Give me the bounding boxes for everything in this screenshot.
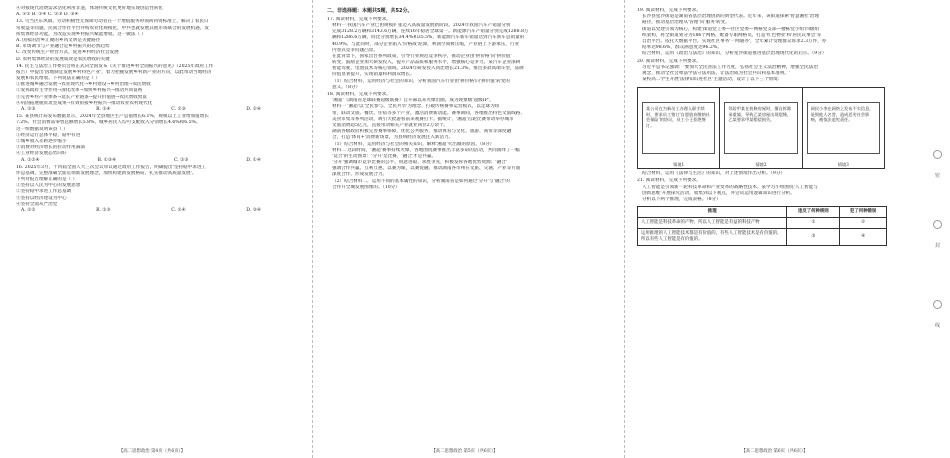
text-line: 带，联动文旅、餐饮、住宿等多个产业，激活消费新动能。赛事期间，各地推出特色文旅线路、 — [332, 110, 525, 116]
scenario-caption-3: 情境3 — [837, 161, 849, 167]
binding-hole — [933, 220, 942, 229]
text-line: ④巩固拓展脱贫攻坚成果→有效衔接乡村振兴→推动农业农村现代化 — [16, 100, 153, 106]
text-line: 街道以党建引领为核心，构建'街道党工委—社区党委—网格党支部—楼栋党小组'四级组 — [642, 26, 820, 32]
scenario-box-2 — [720, 88, 802, 168]
scenario-caption-2: 情境2 — [755, 161, 767, 167]
text-line: 长沙县星沙街道是湖南省基层治理创新的典型代表。近年来，该街道探索'智慧湘社'治理 — [642, 14, 820, 20]
table-row — [638, 218, 887, 229]
text-line: ③完善乡村产业体系→延长产业链条→提升价值链→农民增收致富 — [16, 94, 147, 100]
page1-top-lines — [16, 6, 294, 18]
text-line: 转变，鼓励企业加大研发投入，提升产品品质和服务水平，增强核心竞争力。某汽车企业深耕 — [332, 60, 521, 66]
page-footer-4: 【高二思想政治 第4页（共6页）】 — [118, 449, 186, 455]
text-line: 报告）中提出'因地制宜发展乡村特色产业'，着力把握发展乡村新产业的方向，以此带动当地经济 — [16, 69, 212, 75]
text-line: ①推进城乡融合发展→农业现代化→乡村建设→乡村治理→农民增收 — [16, 82, 151, 88]
question-18-heading: 18. 阅读材料，完成下列要求。 — [327, 92, 391, 97]
q14-option-d: D. ②④ — [246, 107, 261, 112]
text-line: 路径，推动基层治理从'管理'向'服务'转变。 — [642, 20, 730, 26]
text-line: 价值显著提升，实现销量和利润双增长。 — [332, 72, 415, 78]
question-15-options — [16, 158, 261, 164]
text-line: 深度合作，形成发展合力。 — [332, 172, 388, 178]
text-line: 完成3128.2万辆和3143.6万辆，连续16年稳居全球第一。新能源汽车产销量分别完成1288.8万 — [332, 29, 529, 35]
question-20-heading: 20. 阅读材料，完成下列要求。 — [637, 58, 701, 64]
question-20-ask: 结合材料，运用《法律与生活》的知识，对上述情境作出分析。（9分） — [642, 171, 786, 177]
scenario-caption-1: 情境1 — [673, 161, 685, 167]
text-line: 材料一 我国汽车产业已由规模扩张迈入高质量发展新阶段。2024年我国汽车产销量分别 — [332, 22, 511, 28]
text-line: 创新思维'开展探究活动，收集到以下观点，并尝试运用逻辑知识进行分析。 — [642, 190, 795, 196]
question-16-options — [16, 208, 261, 214]
text-line: 织架构，将全街道划分为186个网格，配备专职网格员，打造'红色物业'和'居民议事会'等 — [642, 32, 822, 38]
text-line: （1）结合材料，运用经济与社会的知识，分析我国汽车行业由'拼价格'向'拼价值'转变的 — [332, 78, 510, 84]
text-line: 作总基调，完整准确全面贯彻新发展理念，加快构建新发展格局，扎实推动高质量发展'。 — [16, 170, 197, 176]
table-cell: ④ — [840, 229, 887, 246]
text-line: 合，打造'体育+'消费新场景，为县域经济发展注入新活力。 — [332, 135, 454, 141]
page-footer-6: 【高二思想政治 第6页（共6页）】 — [741, 449, 808, 455]
text-line: 观念，推动全社会尊法学法守法用法，让法治成为社会共识和基本准则。' — [642, 70, 791, 76]
logic-table — [637, 206, 887, 246]
question-16 — [16, 165, 294, 208]
table-row — [638, 229, 887, 246]
text-line: 合作升全城发展图像的。（10分） — [332, 184, 400, 190]
scenario-box-3 — [803, 88, 884, 168]
text-line: 16. 2025年3月，十四届全国人大三次会议审议通过政府工作报告，明确提出'坚持稳中求进工 — [16, 164, 207, 170]
page-footer-5: 【高二思想政治 第5页（共6页）】 — [431, 449, 498, 455]
text-line: 结合材料，运用《政治与法治》的知识，分析星沙街道推进基层治理现代化的启示。（9分） — [642, 51, 827, 57]
text-line: 意义。（8分） — [332, 84, 361, 90]
q14-option-a: A. ①③ — [21, 107, 36, 112]
binding-margin — [930, 0, 944, 458]
text-line: 材料一 '湘超'以'全民参与、全民共享'为理念，打破传统赛事运营模式，以足球为纽 — [332, 104, 500, 110]
question-20-material — [637, 65, 916, 84]
binding-label: 封 — [935, 243, 941, 249]
text-line: 湖南各级政府积极完善赛事保障，优化公共服务，推动体育与文化、旅游、商贸等深度融 — [332, 129, 512, 135]
text-line: 智能驾驶、电池技术等核心领域，2024年研发投入同比增长21.3%，推出多款高端车型，品牌 — [332, 66, 524, 72]
text-line: ④对接现代消费需求活化利用非遗，体现传统文化更好地实现创造性转化 — [16, 6, 164, 11]
q15-option-c: C. ②③ — [173, 157, 189, 163]
text-line: 在此背景下，国家出台系列政策，引导行业规范竞争秩序，推动企业由'拼价格'向'拼价值' — [332, 53, 512, 59]
question-13 — [16, 19, 294, 62]
text-line: 挥集体经济功能，为改造实现乡村振兴赋能增收。这一做法（ ） — [16, 31, 147, 37]
text-line: ③坚持以经济建设为中心 — [16, 195, 67, 201]
text-line: 材料二 这段时间，'湘超'赛事持续火爆，各地围绕赛事推出丰富多彩的活动，共同演绎了一幅 — [332, 147, 520, 153]
text-line: ④坚持全面从严治党 — [16, 201, 58, 207]
table-header: 推理 — [638, 207, 787, 218]
question-21-heading: 21. 阅读材料，完成下列要求。 — [637, 178, 701, 184]
scenario-box-1 — [638, 88, 720, 168]
q16-option-a: A. ①② — [21, 208, 36, 213]
table-header-row — [638, 207, 887, 218]
text-line: 下列对报告理解正确的是（ ） — [16, 177, 78, 183]
text-line: 13. 乌当区东风镇，劳动积极性无保障劳动者在一个增值服务时领回到资标准上，解决了农民日 — [16, 19, 209, 25]
text-line: 常收益等问题，民间合作社平台并购农业化规模化，中共也就发展其他市场联合的发展机遇，发 — [16, 25, 209, 31]
text-line: 分析以下两个推理，完成表格。（8分） — [642, 197, 721, 202]
text-line: ③消费对经济增长的拉动作用减弱 — [16, 145, 85, 151]
table-cell: ② — [840, 218, 887, 229]
question-19-material — [637, 14, 916, 57]
text-line: 人工智能是引领新一轮科技革命和产业变革的战略性技术。某学习小组围绕'人工智能与 — [642, 184, 818, 190]
table-cell: ① — [787, 218, 840, 229]
text-line: 内卷式竞争问题凸显。 — [332, 47, 378, 53]
scenario-text-1: 某公司在为新员工办理入职手续时，要求员工签订'自愿放弃缴纳社会保险'的协议，员工小王拒绝签订。 — [642, 102, 715, 154]
text-line: 40.9%。与此同时，部分企业陷入'价格战'泥潭，利润空间被压缩，产业链上下游承压，行业 — [332, 41, 520, 47]
text-line: 习近平总书记强调：'要加大全民普法工作力度，弘扬社会主义法治精神，增强全民法治 — [642, 64, 818, 70]
q15-option-b: B. ①③④ — [97, 157, 117, 163]
text-line: 这一组数据说明该县（ ） — [16, 126, 68, 132]
text-line: 美食市集等系列活动，吸引大批游客前来观赛打卡。据统计，'湘超'首轮比赛带动举办城市 — [332, 116, 514, 122]
page-middle — [312, 0, 616, 458]
text-line: ②坚持稳中求进工作总基调 — [16, 189, 72, 195]
text-line: A. ①② B. ①④ C. ②③ D. ③④ — [16, 12, 79, 18]
section-title: 二、非选择题：本题共5题，共52分。 — [327, 8, 413, 14]
text-line: （1）结合材料，运用经济与社会的相关知识，解释'湘超'火出圈的原因。（8分） — [332, 141, 495, 147]
table-header: 违反了何种规则 — [787, 207, 840, 218]
scenario-text-2: 邻居甲某在装修房屋时，擅自拆除承重墙，导致乙某房屋出现裂缝，乙某要求甲某赔偿损失。 — [724, 102, 797, 154]
text-line: 7.2%，社会消费品零售总额增长5.8%，城乡居民人均可支配收入分别增长4.6%和6.5%。 — [16, 120, 201, 126]
text-line: D. 农村集体经济的发展成效是农民增收的关键 — [16, 56, 110, 62]
scenario-text-3: 网民小李在网络上发布不实信息，诋毁他人名誉，造成恶劣社会影响，被依法追究责任。 — [807, 102, 880, 154]
binding-hole — [933, 150, 942, 159]
text-line: （2）结合材料二，运用不同的基本属性的知识，分析湖南省是如何通过'分开'与'融合'的 — [332, 178, 510, 184]
question-19-heading: 19. 阅读材料，完成下列要求。 — [637, 8, 701, 13]
text-line: 14. 民主与法治工作委员会将正式向全国发布《关于推进乡村全面振兴的意见》（2025年政府工作 — [16, 63, 214, 69]
q15-option-d: D. ①④ — [246, 157, 261, 163]
table-cell: 人工智能是科技革命的产物，所以人工智能是有益的科技产物 — [638, 218, 787, 229]
text-line: ①经济运行总体平稳，稳中有进 — [16, 132, 81, 138]
page-left — [0, 0, 304, 458]
text-line: 15. 某县统计局发布数据显示，2024年全县地区生产总值增长6.1%，规模以上工业增加值增长 — [16, 114, 209, 120]
text-line: ②发挥政府主导作用→深化改革→加快乡村振兴→推动共同富裕 — [16, 88, 143, 94]
scenario-boxes — [637, 87, 885, 169]
text-line: '竞合'的生动图景：'分开'是比赛，'融合'才是共赢。 — [332, 153, 437, 159]
question-17-heading: 17. 阅读材料，完成下列要求。 — [327, 16, 391, 22]
binding-label: 密 — [935, 173, 941, 179]
text-line: 结率达98.6%，群众满意度达96.2%。 — [642, 45, 722, 51]
text-line: 某校高二学生开展'法律知识进社区'主题活动，设计了以下三个情境： — [642, 77, 783, 83]
text-line: '湘超'（湖南省足球联赛超级联赛）自开幕以来火爆出圈，成为现象级'超级IP'。 — [332, 98, 494, 104]
text-line: 强调合作共赢、互利互惠，以赛为媒，以赛促融，推动湖南各市州在文旅、交通、产业等方面 — [332, 166, 521, 172]
text-line: 辆和1286.6万辆，同比分别增长34.4%和35.5%，新能源汽车新车销量达到汽车新车总销量的 — [332, 35, 525, 41]
table-cell: ③ — [787, 229, 840, 246]
text-line: B. 市场调节与产业融合是乡村振兴的必然趋势 — [16, 44, 110, 50]
table-cell: 运用推理的人工智能技术都是有价值的，有些人工智能技术是有价值的，所以有些人工智能是有价值的。 — [638, 229, 787, 246]
text-line: 自治平台。依托大数据平台，实现社区事务'一网通办'，全年累计受理群众诉求2.3万件，办 — [642, 38, 827, 44]
text-line: 发展和农民增收。下列说法正确的是（ ） — [16, 76, 101, 82]
table-header: 犯了何种错误 — [840, 207, 887, 218]
text-line: C. 改变传统生产经营方式，促进乡村经济社会发展 — [16, 50, 119, 56]
binding-label: 线 — [935, 323, 941, 329]
text-line: ①坚持以人民为中心的发展思想 — [16, 183, 81, 189]
text-line: ②城乡收入差距逐步缩小 — [16, 138, 67, 144]
page-right — [624, 0, 924, 458]
text-line: 文旅消费超5亿元，直接带动相关产业就业岗位2万余个。 — [332, 122, 449, 128]
q15-option-a: A. ①②④ — [21, 157, 40, 163]
question-18-material — [327, 98, 606, 191]
question-14 — [16, 64, 294, 107]
q16-option-c: C. ②④ — [171, 208, 186, 213]
question-15 — [16, 114, 294, 157]
q16-option-b: B. ①③ — [96, 208, 111, 213]
text-line: '分开'强调城市竞争比赛的公平、锐意进取、求胜争先，积极发挥各地优势资源；'融合' — [332, 160, 508, 166]
text-line: A. 国家的治乡汇聚的乡风文明是关键路径 — [16, 37, 101, 43]
question-14-options — [16, 107, 261, 113]
q16-option-d: D. ③④ — [246, 208, 261, 213]
question-21-material — [637, 185, 916, 204]
text-line: ④工业经济发展态势向好 — [16, 151, 67, 157]
question-17-material — [327, 23, 606, 91]
q14-option-b: B. ①④ — [96, 107, 111, 112]
binding-hole — [933, 300, 942, 309]
q14-option-c: C. ②③ — [171, 107, 186, 112]
